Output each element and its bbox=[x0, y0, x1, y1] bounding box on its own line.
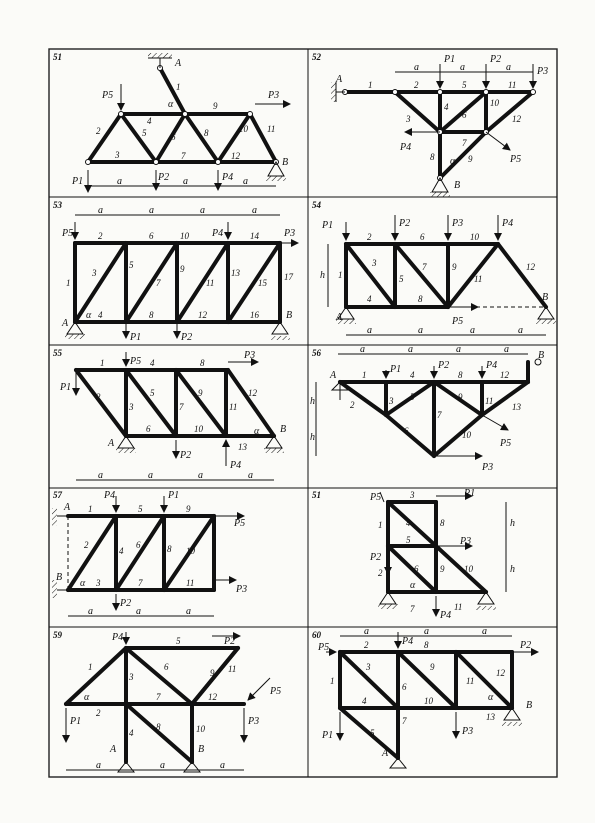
support-B-pin bbox=[536, 307, 556, 324]
member-number: 16 bbox=[250, 310, 259, 320]
dim-a: a bbox=[367, 325, 372, 336]
load-label: P4 bbox=[440, 610, 452, 621]
load-label: P1 bbox=[168, 490, 180, 501]
member-number: 11 bbox=[228, 664, 237, 674]
member-number: 6 bbox=[462, 110, 467, 120]
panel-51 bbox=[53, 52, 290, 192]
load-label: P4 bbox=[104, 490, 116, 501]
panel-55 bbox=[53, 348, 286, 481]
dim-a: a bbox=[198, 470, 203, 481]
member-number: 14 bbox=[250, 231, 259, 241]
dim-a: a bbox=[96, 760, 101, 771]
member-number: 13 bbox=[486, 712, 495, 722]
member-number: 4 bbox=[150, 358, 155, 368]
load-label: P1 bbox=[72, 176, 84, 187]
member-number: 3 bbox=[129, 402, 134, 412]
panel-59 bbox=[53, 630, 281, 772]
load-label: P5 bbox=[270, 686, 282, 697]
load-label: P2 bbox=[520, 640, 532, 651]
load-label: P3 bbox=[537, 66, 549, 77]
panel-54 bbox=[312, 200, 556, 336]
truss-member bbox=[66, 648, 126, 704]
label-alpha: α bbox=[450, 156, 456, 167]
member-number: 7 bbox=[462, 138, 467, 148]
truss-member bbox=[76, 370, 126, 436]
member-number: 4 bbox=[98, 310, 103, 320]
member-number: 17 bbox=[284, 272, 293, 282]
truss-joint bbox=[216, 160, 221, 165]
truss-member bbox=[340, 708, 398, 758]
label-alpha: α bbox=[254, 426, 260, 437]
dim-a: a bbox=[117, 176, 122, 187]
label-B: B bbox=[56, 572, 63, 583]
support-A-pin bbox=[116, 436, 136, 453]
panel-60 bbox=[312, 626, 538, 768]
label-A: A bbox=[336, 74, 343, 85]
member-number: 2 bbox=[367, 232, 372, 242]
load-label: P2 bbox=[180, 450, 192, 461]
load-label: P4 bbox=[402, 636, 414, 647]
panel-number: 51 bbox=[312, 490, 321, 500]
member-number: 5 bbox=[406, 535, 411, 545]
member-number: 6 bbox=[402, 682, 407, 692]
load-label: P2 bbox=[490, 54, 502, 65]
load-label: P4 bbox=[230, 460, 242, 471]
label-A: A bbox=[110, 744, 117, 755]
truss-member bbox=[434, 415, 482, 456]
dim-a: a bbox=[364, 626, 369, 637]
member-number: 13 bbox=[238, 442, 247, 452]
member-number: 12 bbox=[248, 388, 257, 398]
dim-a: a bbox=[200, 205, 205, 216]
label-alpha: α bbox=[168, 99, 174, 110]
load-label: P2 bbox=[181, 332, 193, 343]
dim-a: a bbox=[149, 205, 154, 216]
load-label: P4 bbox=[212, 228, 224, 239]
label-A: A bbox=[330, 370, 337, 381]
truss-member bbox=[250, 114, 276, 162]
member-number: 9 bbox=[440, 564, 445, 574]
member-number: 8 bbox=[200, 358, 205, 368]
member-number: 2 bbox=[350, 400, 355, 410]
panel-number: 54 bbox=[312, 200, 321, 210]
member-number: 1 bbox=[338, 270, 343, 280]
member-number: 9 bbox=[186, 504, 191, 514]
support-pin bbox=[378, 592, 398, 609]
member-number: 3 bbox=[406, 114, 411, 124]
label-A: A bbox=[175, 58, 182, 69]
truss-joint bbox=[438, 90, 443, 95]
member-number: 10 bbox=[490, 98, 499, 108]
load-label: P5 bbox=[500, 438, 512, 449]
dim-a: a bbox=[506, 62, 511, 73]
member-number: 4 bbox=[362, 696, 367, 706]
member-number: 11 bbox=[466, 676, 475, 686]
load-label: P5 bbox=[130, 356, 142, 367]
member-number: 9 bbox=[458, 392, 463, 402]
member-number: 1 bbox=[368, 80, 373, 90]
member-number: 1 bbox=[88, 504, 93, 514]
load-label: P1 bbox=[444, 54, 456, 65]
load-label: P5 bbox=[318, 642, 330, 653]
member-number: 8 bbox=[204, 128, 209, 138]
panel-number: 60 bbox=[312, 630, 321, 640]
label-B: B bbox=[542, 292, 549, 303]
member-number: 10 bbox=[462, 430, 471, 440]
member-number: 3 bbox=[92, 268, 97, 278]
dim-a: a bbox=[148, 470, 153, 481]
member-number: 10 bbox=[186, 546, 195, 556]
load-label: P5 bbox=[452, 316, 464, 327]
panel-57 bbox=[52, 490, 247, 617]
member-number: 3 bbox=[366, 662, 371, 672]
load-label: P2 bbox=[120, 598, 132, 609]
load-label: P4 bbox=[400, 142, 412, 153]
member-number: 13 bbox=[512, 402, 521, 412]
member-number: 8 bbox=[167, 544, 172, 554]
member-number: 3 bbox=[115, 150, 120, 160]
member-number: 10 bbox=[180, 231, 189, 241]
dim-a: a bbox=[482, 626, 487, 637]
load-label: P5 bbox=[510, 154, 522, 165]
member-number: 4 bbox=[410, 370, 415, 380]
member-number: 7 bbox=[402, 716, 407, 726]
load-label: P4 bbox=[502, 218, 514, 229]
dim-a: a bbox=[98, 470, 103, 481]
load-label: P1 bbox=[60, 382, 72, 393]
dim-a: a bbox=[220, 760, 225, 771]
label-alpha: α bbox=[80, 578, 86, 589]
member-number: 1 bbox=[176, 82, 181, 92]
member-number: 3 bbox=[372, 258, 377, 268]
label-A: A bbox=[108, 438, 115, 449]
member-number: 9 bbox=[198, 388, 203, 398]
member-number: 3 bbox=[389, 396, 394, 406]
member-number: 6 bbox=[404, 426, 409, 436]
label-A: A bbox=[382, 748, 389, 759]
truss-member bbox=[456, 652, 512, 708]
label-A: A bbox=[62, 318, 69, 329]
member-number: 2 bbox=[414, 80, 419, 90]
member-number: 8 bbox=[424, 640, 429, 650]
truss-member bbox=[388, 502, 436, 546]
member-number: 8 bbox=[418, 294, 423, 304]
member-number: 9 bbox=[180, 264, 185, 274]
member-number: 7 bbox=[179, 402, 184, 412]
dim-a: a bbox=[88, 606, 93, 617]
dim-a: a bbox=[470, 325, 475, 336]
member-number: 4 bbox=[129, 728, 134, 738]
support-B-roller bbox=[502, 708, 522, 726]
support-B-roller bbox=[270, 322, 290, 340]
load-label: P2 bbox=[399, 218, 411, 229]
load-label: P4 bbox=[486, 360, 498, 371]
load-label: P3 bbox=[462, 726, 474, 737]
member-number: 5 bbox=[410, 392, 415, 402]
member-number: 10 bbox=[424, 696, 433, 706]
member-number: 6 bbox=[149, 231, 154, 241]
panel-number: 51 bbox=[53, 52, 62, 62]
panel-53 bbox=[53, 200, 298, 343]
load-label: P3 bbox=[460, 536, 472, 547]
dim-a: a bbox=[360, 344, 365, 355]
member-number: 5 bbox=[142, 128, 147, 138]
member-number: 10 bbox=[464, 564, 473, 574]
member-number: 2 bbox=[96, 392, 101, 402]
member-number: 11 bbox=[474, 274, 483, 284]
member-number: 5 bbox=[399, 274, 404, 284]
panel-56 bbox=[310, 344, 544, 473]
member-number: 12 bbox=[208, 692, 217, 702]
label-B: B bbox=[526, 700, 533, 711]
label-B: B bbox=[286, 310, 293, 321]
dim-a: a bbox=[98, 205, 103, 216]
label-alpha: α bbox=[86, 310, 92, 321]
truss-member bbox=[448, 244, 498, 307]
load-label: P3 bbox=[284, 228, 296, 239]
member-number: 9 bbox=[452, 262, 457, 272]
load-label: P1 bbox=[322, 730, 334, 741]
member-number: 12 bbox=[526, 262, 535, 272]
dim-a: a bbox=[160, 760, 165, 771]
member-number: 1 bbox=[330, 676, 335, 686]
member-number: 6 bbox=[146, 424, 151, 434]
member-number: 2 bbox=[96, 708, 101, 718]
truss-member bbox=[386, 415, 434, 456]
load-label: P5 bbox=[370, 492, 382, 503]
member-number: 4 bbox=[119, 546, 124, 556]
member-number: 11 bbox=[485, 396, 494, 406]
member-number: 1 bbox=[362, 370, 367, 380]
member-number: 2 bbox=[98, 231, 103, 241]
member-number: 11 bbox=[267, 124, 276, 134]
panel-number: 57 bbox=[53, 490, 62, 500]
member-number: 12 bbox=[512, 114, 521, 124]
member-number: 10 bbox=[194, 424, 203, 434]
member-number: 4 bbox=[444, 102, 449, 112]
truss-member bbox=[340, 382, 386, 415]
dim-a: a bbox=[408, 344, 413, 355]
load-label: P5 bbox=[62, 228, 74, 239]
label-B: B bbox=[282, 157, 289, 168]
label-A: A bbox=[64, 502, 71, 513]
member-number: 1 bbox=[378, 520, 383, 530]
label-B: B bbox=[198, 744, 205, 755]
dim-h: h bbox=[310, 396, 315, 407]
member-number: 8 bbox=[149, 310, 154, 320]
truss-member bbox=[395, 92, 440, 132]
member-number: 7 bbox=[156, 692, 161, 702]
dim-a: a bbox=[518, 325, 523, 336]
member-number: 2 bbox=[378, 568, 383, 578]
load-label: P1 bbox=[322, 220, 334, 231]
load-label: P5 bbox=[234, 518, 246, 529]
dim-a: a bbox=[243, 176, 248, 187]
label-A: A bbox=[336, 312, 343, 323]
dim-h: h bbox=[320, 270, 325, 281]
truss-member bbox=[498, 244, 549, 307]
label-alpha: α bbox=[410, 580, 416, 591]
member-number: 7 bbox=[410, 604, 415, 614]
member-number: 10 bbox=[470, 232, 479, 242]
member-number: 5 bbox=[176, 636, 181, 646]
member-number: 7 bbox=[181, 151, 186, 161]
member-number: 12 bbox=[496, 668, 505, 678]
member-number: 5 bbox=[370, 728, 375, 738]
member-number: 10 bbox=[196, 724, 205, 734]
support-B-pin bbox=[264, 436, 284, 453]
member-number: 15 bbox=[258, 278, 267, 288]
member-number: 9 bbox=[213, 101, 218, 111]
dim-a: a bbox=[418, 325, 423, 336]
member-number: 6 bbox=[164, 662, 169, 672]
load-label: P3 bbox=[244, 350, 256, 361]
member-number: 1 bbox=[100, 358, 105, 368]
member-number: 11 bbox=[186, 578, 195, 588]
load-label: P3 bbox=[248, 716, 260, 727]
label-alpha: α bbox=[488, 692, 494, 703]
truss-member bbox=[126, 704, 192, 762]
member-number: 8 bbox=[156, 722, 161, 732]
member-number: 2 bbox=[96, 126, 101, 136]
panel-number: 59 bbox=[53, 630, 62, 640]
member-number: 2 bbox=[364, 640, 369, 650]
member-number: 6 bbox=[420, 232, 425, 242]
member-number: 11 bbox=[206, 278, 215, 288]
panel-number: 56 bbox=[312, 348, 321, 358]
dim-h: h bbox=[510, 518, 515, 529]
member-number: 8 bbox=[440, 518, 445, 528]
load-label: P2 bbox=[370, 552, 382, 563]
load-label: P1 bbox=[390, 364, 402, 375]
member-number: 4 bbox=[406, 518, 411, 528]
truss-joint bbox=[154, 160, 159, 165]
panel-number: 53 bbox=[53, 200, 62, 210]
member-number: 8 bbox=[430, 152, 435, 162]
load-label: P1 bbox=[464, 488, 476, 499]
dim-a: a bbox=[460, 62, 465, 73]
label-B: B bbox=[280, 424, 287, 435]
force-arrow bbox=[482, 415, 508, 430]
member-number: 7 bbox=[437, 410, 442, 420]
support-A-pin bbox=[331, 82, 345, 102]
truss-joint bbox=[484, 90, 489, 95]
load-label: P3 bbox=[482, 462, 494, 473]
member-number: 7 bbox=[138, 578, 143, 588]
load-label: P4 bbox=[222, 172, 234, 183]
support-roller bbox=[476, 592, 496, 610]
dim-h: h bbox=[310, 432, 315, 443]
member-number: 6 bbox=[414, 564, 419, 574]
member-number: 6 bbox=[136, 540, 141, 550]
dim-a: a bbox=[252, 205, 257, 216]
truss-member bbox=[185, 114, 218, 162]
truss-joint bbox=[119, 112, 124, 117]
member-number: 1 bbox=[66, 278, 71, 288]
dim-a: a bbox=[136, 606, 141, 617]
support-A-pin bbox=[148, 53, 172, 68]
panel-number: 52 bbox=[312, 52, 321, 62]
member-number: 7 bbox=[156, 278, 161, 288]
member-number: 12 bbox=[231, 151, 240, 161]
member-number: 9 bbox=[430, 662, 435, 672]
member-number: 11 bbox=[508, 80, 517, 90]
member-number: 4 bbox=[147, 116, 152, 126]
member-number: 9 bbox=[210, 668, 215, 678]
panel-52 bbox=[312, 52, 548, 197]
dim-a: a bbox=[414, 62, 419, 73]
dim-a: a bbox=[456, 344, 461, 355]
load-label: P2 bbox=[158, 172, 170, 183]
member-number: 5 bbox=[462, 80, 467, 90]
dim-a: a bbox=[186, 606, 191, 617]
dim-h: h bbox=[510, 564, 515, 575]
member-number: 12 bbox=[198, 310, 207, 320]
truss-member bbox=[126, 370, 176, 436]
load-label: P1 bbox=[70, 716, 82, 727]
member-number: 11 bbox=[229, 402, 238, 412]
member-number: 12 bbox=[500, 370, 509, 380]
truss-joint bbox=[248, 112, 253, 117]
load-label: P3 bbox=[268, 90, 280, 101]
panel-number: 55 bbox=[53, 348, 62, 358]
load-label: P3 bbox=[236, 584, 248, 595]
member-number: 8 bbox=[458, 370, 463, 380]
dim-a: a bbox=[504, 344, 509, 355]
truss-member bbox=[68, 516, 116, 590]
member-number: 10 bbox=[239, 124, 248, 134]
truss-member bbox=[340, 652, 398, 708]
force-arrow bbox=[248, 678, 270, 700]
dim-a: a bbox=[248, 470, 253, 481]
load-label: P3 bbox=[452, 218, 464, 229]
load-label: P5 bbox=[102, 90, 114, 101]
member-number: 1 bbox=[88, 662, 93, 672]
member-number: 5 bbox=[138, 504, 143, 514]
member-number: 11 bbox=[454, 602, 463, 612]
member-number: 3 bbox=[96, 578, 101, 588]
truss-joint bbox=[86, 160, 91, 165]
member-number: 2 bbox=[84, 540, 89, 550]
truss-joint bbox=[393, 90, 398, 95]
member-number: 6 bbox=[171, 132, 176, 142]
label-B: B bbox=[454, 180, 461, 191]
dim-a: a bbox=[183, 176, 188, 187]
member-number: 9 bbox=[468, 154, 473, 164]
load-label: P2 bbox=[438, 360, 450, 371]
label-alpha: α bbox=[84, 692, 90, 703]
member-number: 13 bbox=[231, 268, 240, 278]
force-arrow bbox=[486, 132, 510, 150]
dim-a: a bbox=[424, 626, 429, 637]
member-number: 3 bbox=[410, 490, 415, 500]
load-label: P4 bbox=[112, 632, 124, 643]
truss-joint bbox=[183, 112, 188, 117]
member-number: 7 bbox=[422, 262, 427, 272]
load-label: P1 bbox=[130, 332, 142, 343]
label-B: B bbox=[538, 350, 545, 361]
panel-58 bbox=[312, 488, 515, 621]
member-number: 5 bbox=[129, 260, 134, 270]
member-number: 3 bbox=[129, 672, 134, 682]
member-number: 4 bbox=[367, 294, 372, 304]
load-label: P2 bbox=[224, 636, 236, 647]
member-number: 5 bbox=[150, 388, 155, 398]
truss-joint bbox=[531, 90, 536, 95]
